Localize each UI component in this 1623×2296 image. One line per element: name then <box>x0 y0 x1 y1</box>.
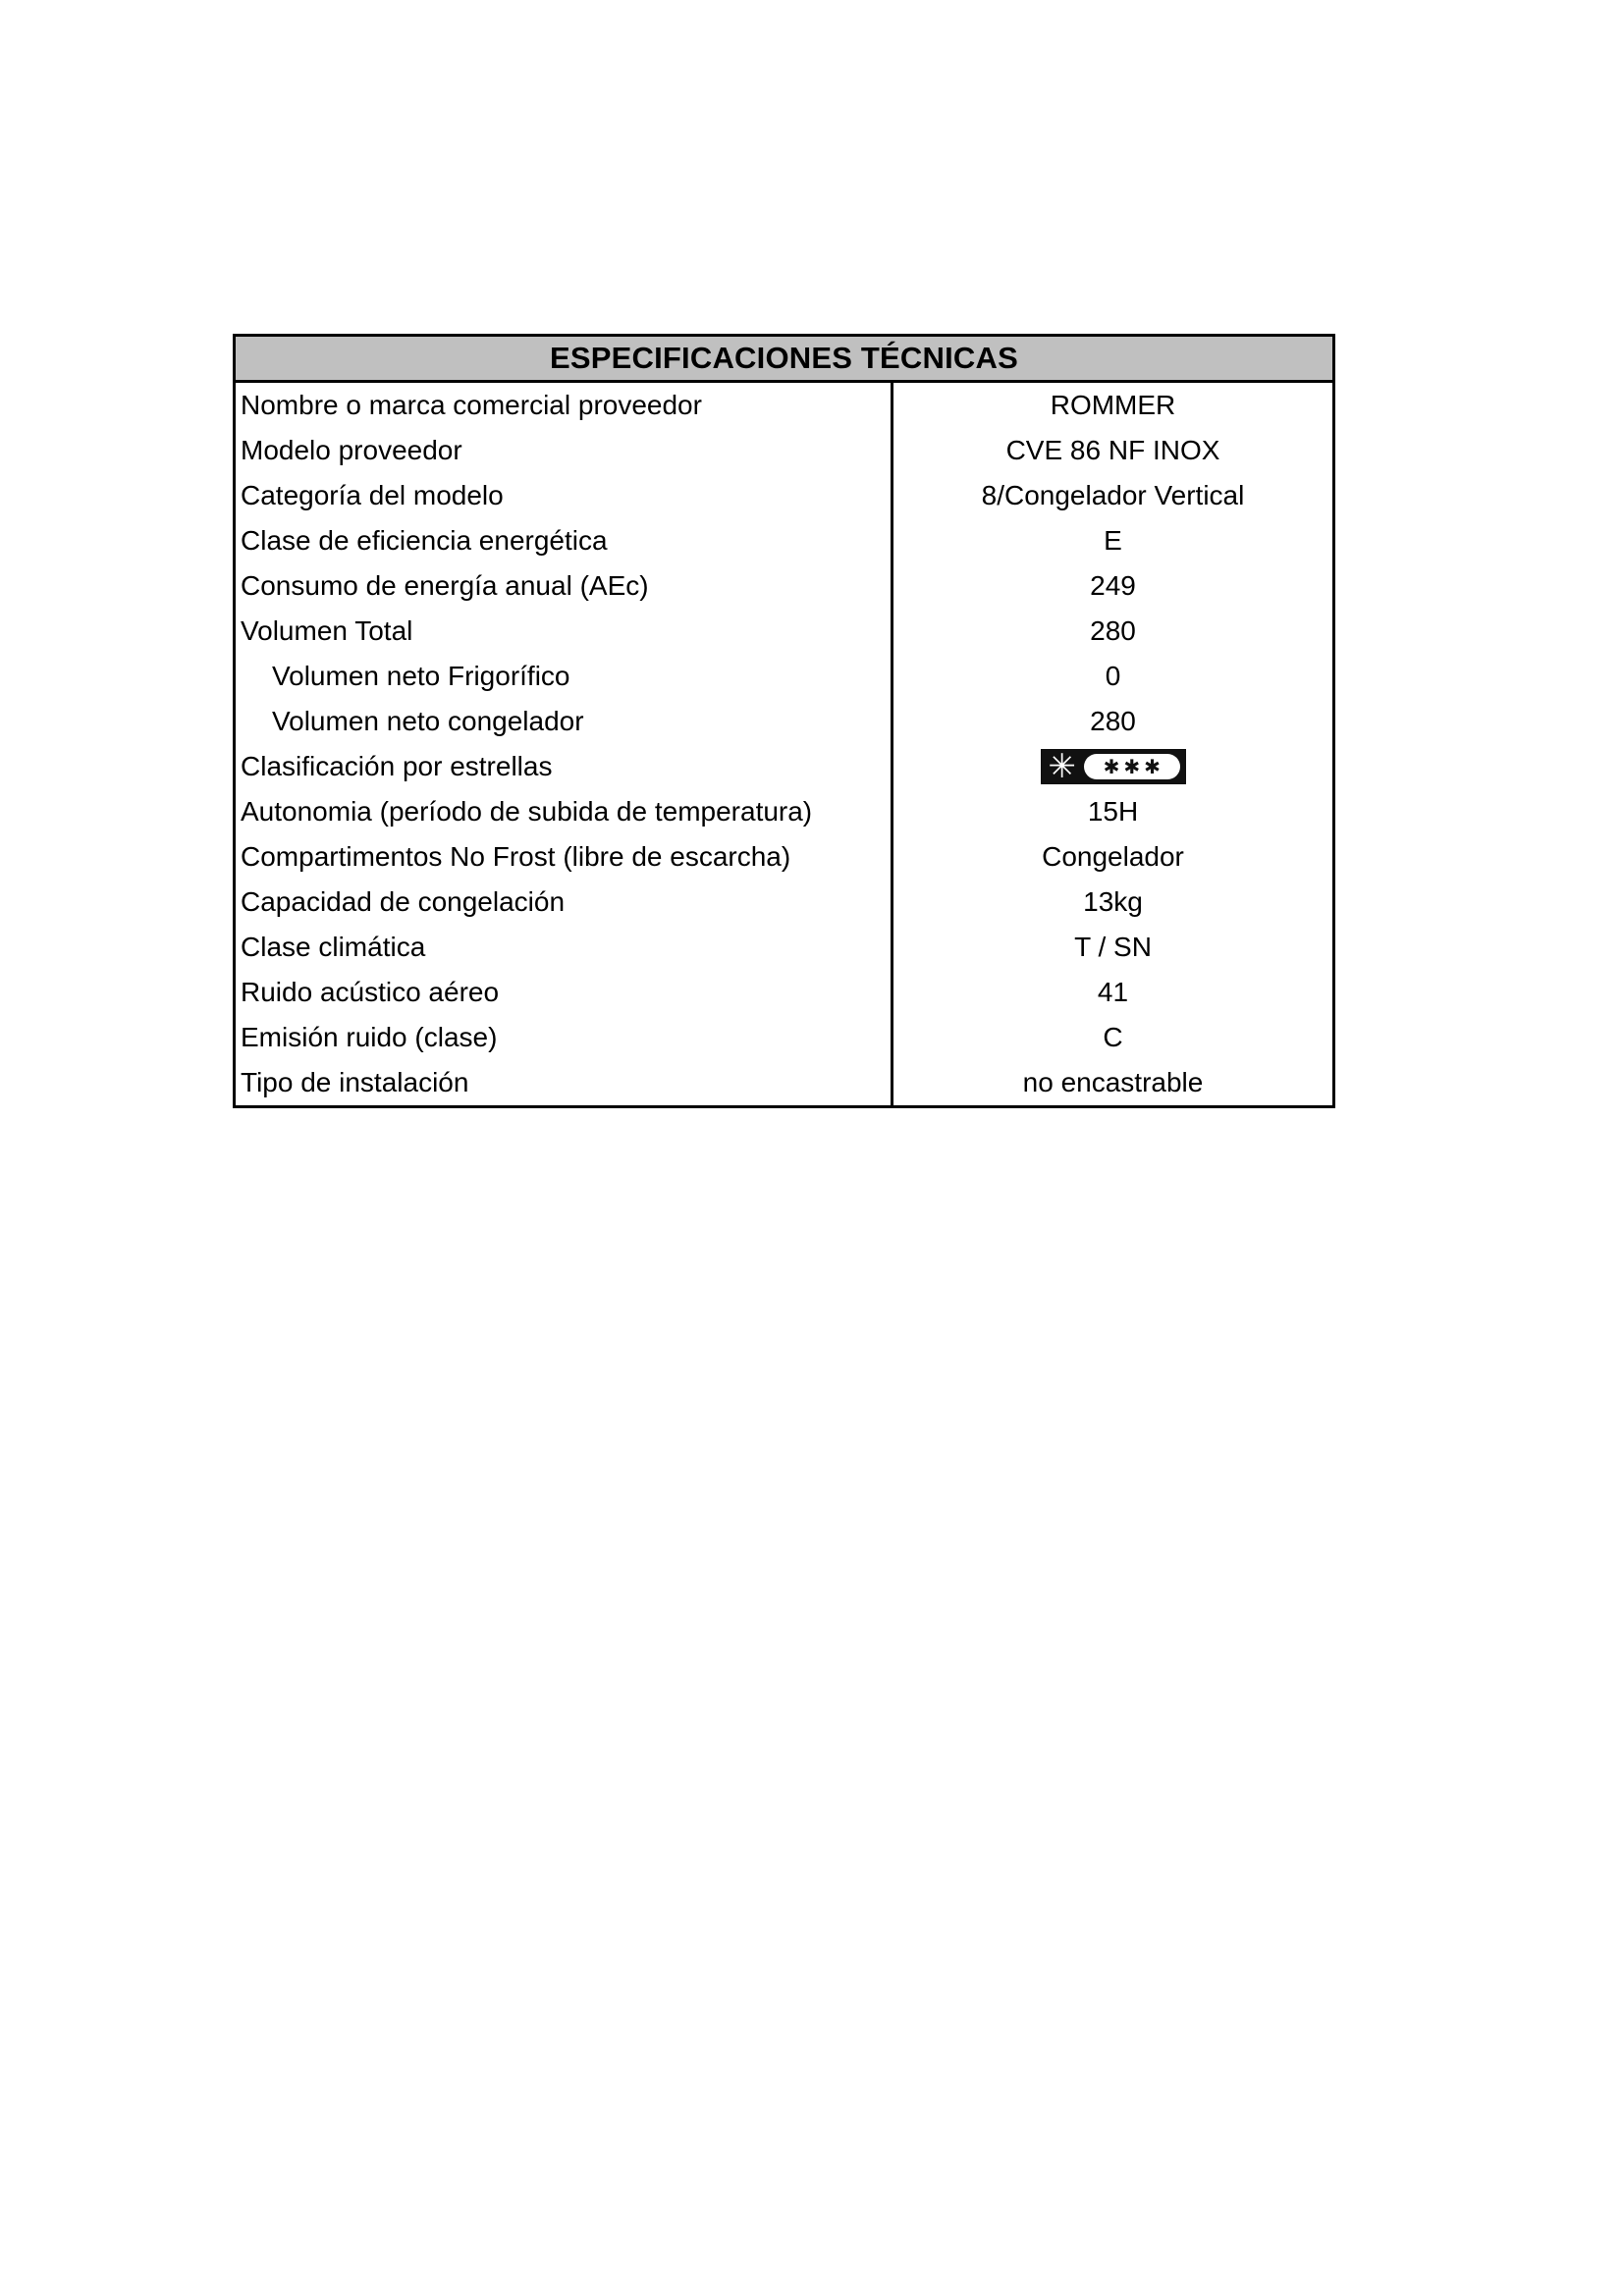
table-row <box>236 970 1332 1015</box>
row-value: 8/Congelador Vertical <box>981 480 1245 510</box>
row-label: Clase climática <box>236 925 893 970</box>
table-row <box>236 383 1332 428</box>
row-label: Volumen neto Frigorífico <box>236 654 893 699</box>
table-row <box>236 880 1332 925</box>
row-value: 280 <box>1090 706 1136 736</box>
row-label: Capacidad de congelación <box>236 880 893 925</box>
spec-body <box>236 383 1332 1105</box>
row-value: Congelador <box>1042 841 1184 872</box>
row-label: Autonomia (período de subida de temperatura) <box>236 789 893 834</box>
table-row <box>236 925 1332 970</box>
row-label: Volumen neto congelador <box>236 699 893 744</box>
row-value: 249 <box>1090 570 1136 601</box>
row-label: Categoría del modelo <box>236 473 893 518</box>
row-label: Emisión ruido (clase) <box>236 1015 893 1060</box>
row-label: Clasificación por estrellas <box>236 744 893 789</box>
row-value: no encastrable <box>1022 1067 1204 1097</box>
row-value: CVE 86 NF INOX <box>1005 435 1220 465</box>
row-value: 13kg <box>1083 886 1143 917</box>
row-value: C <box>1103 1022 1123 1052</box>
table-row <box>236 1015 1332 1060</box>
table-title: ESPECIFICACIONES TÉCNICAS <box>236 337 1332 383</box>
row-value <box>893 744 1332 789</box>
small-star-icon: ✱ <box>1103 755 1120 778</box>
row-label: Consumo de energía anual (AEc) <box>236 563 893 609</box>
row-label: Clase de eficiencia energética <box>236 518 893 563</box>
big-star-icon: ✳ <box>1048 747 1076 786</box>
table-row <box>236 473 1332 518</box>
row-value: 0 <box>1105 661 1121 691</box>
row-value: T / SN <box>1074 932 1152 962</box>
table-row <box>236 1060 1332 1105</box>
row-label: Nombre o marca comercial proveedor <box>236 383 893 428</box>
row-value: ROMMER <box>1050 390 1176 420</box>
table-row <box>236 518 1332 563</box>
table-row <box>236 609 1332 654</box>
star-pill <box>1084 754 1180 779</box>
row-value: 280 <box>1090 615 1136 646</box>
row-value: 41 <box>1097 977 1129 1007</box>
four-star-freezer-icon <box>1041 749 1186 784</box>
small-star-icon: ✱ <box>1144 755 1161 778</box>
table-row <box>236 834 1332 880</box>
table-row <box>236 744 1332 789</box>
table-row <box>236 654 1332 699</box>
row-value: 15H <box>1087 796 1139 827</box>
table-row <box>236 428 1332 473</box>
table-row <box>236 563 1332 609</box>
small-star-icon: ✱ <box>1123 755 1141 778</box>
row-label: Tipo de instalación <box>236 1060 893 1105</box>
table-row <box>236 789 1332 834</box>
row-label: Modelo proveedor <box>236 428 893 473</box>
row-value: E <box>1104 525 1122 556</box>
spec-table <box>233 334 1335 1108</box>
table-row <box>236 699 1332 744</box>
row-label: Compartimentos No Frost (libre de escarcha) <box>236 834 893 880</box>
row-label: Ruido acústico aéreo <box>236 970 893 1015</box>
row-label: Volumen Total <box>236 609 893 654</box>
